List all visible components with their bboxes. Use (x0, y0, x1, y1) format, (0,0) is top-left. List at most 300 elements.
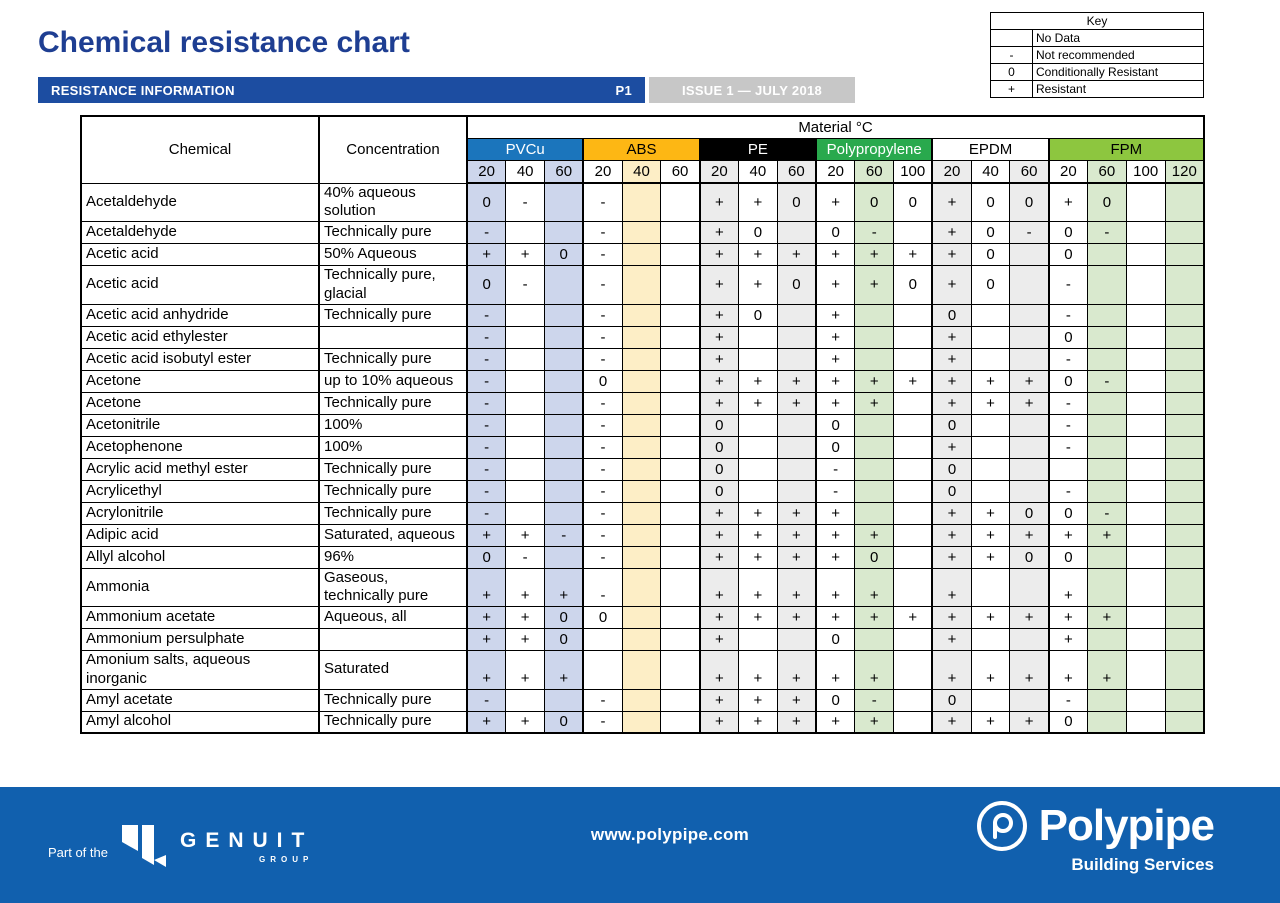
resistance-cell (1165, 414, 1204, 436)
resistance-cell: + (932, 266, 971, 305)
resistance-cell: - (1049, 436, 1088, 458)
resistance-cell (661, 414, 700, 436)
resistance-cell (971, 414, 1010, 436)
resistance-cell: + (971, 607, 1010, 629)
resistance-cell (622, 222, 661, 244)
table-row (81, 304, 1204, 326)
concentration-value: Technically pure (319, 304, 467, 326)
resistance-cell: - (583, 568, 622, 607)
material-group-header-fpm: FPM (1049, 138, 1204, 160)
resistance-cell: - (583, 502, 622, 524)
resistance-cell: 0 (467, 546, 506, 568)
resistance-cell: + (777, 244, 816, 266)
resistance-cell: 0 (545, 711, 584, 733)
resistance-cell: + (467, 629, 506, 651)
concentration-value: Technically pure (319, 222, 467, 244)
resistance-cell: 0 (932, 458, 971, 480)
resistance-cell (894, 222, 933, 244)
concentration-value: 100% (319, 436, 467, 458)
resistance-cell (855, 348, 894, 370)
resistance-cell (1126, 244, 1165, 266)
table-row (81, 414, 1204, 436)
resistance-cell: + (1088, 524, 1127, 546)
resistance-cell: + (777, 607, 816, 629)
resistance-cell: + (816, 183, 855, 222)
resistance-cell (622, 546, 661, 568)
key-table (990, 12, 1204, 98)
resistance-cell (622, 458, 661, 480)
resistance-information-bar (38, 77, 645, 103)
resistance-cell: + (545, 651, 584, 690)
resistance-cell (855, 304, 894, 326)
resistance-cell (894, 546, 933, 568)
resistance-cell: + (855, 370, 894, 392)
resistance-cell (1126, 524, 1165, 546)
resistance-cell: + (700, 326, 739, 348)
resistance-cell (661, 651, 700, 690)
resistance-cell: + (506, 607, 545, 629)
resistance-cell: + (855, 711, 894, 733)
resistance-cell (545, 502, 584, 524)
resistance-cell: + (506, 524, 545, 546)
resistance-cell: + (1049, 524, 1088, 546)
table-row (81, 458, 1204, 480)
resistance-cell: - (545, 524, 584, 546)
resistance-cell (661, 502, 700, 524)
resistance-cell (661, 183, 700, 222)
resistance-cell: 0 (894, 183, 933, 222)
resistance-cell: + (932, 348, 971, 370)
resistance-cell (506, 370, 545, 392)
resistance-cell (622, 607, 661, 629)
resistance-cell: + (777, 370, 816, 392)
temp-header: 60 (1010, 160, 1049, 183)
resistance-cell (971, 436, 1010, 458)
chemical-name: Acetaldehyde (81, 222, 319, 244)
resistance-cell (1165, 629, 1204, 651)
resistance-cell (1010, 480, 1049, 502)
resistance-cell (1126, 414, 1165, 436)
resistance-cell (738, 436, 777, 458)
resistance-cell (1126, 326, 1165, 348)
resistance-cell: + (1010, 392, 1049, 414)
resistance-cell (622, 183, 661, 222)
concentration-value: Gaseous, technically pure (319, 568, 467, 607)
resistance-cell: 0 (971, 266, 1010, 305)
resistance-cell: 0 (700, 480, 739, 502)
resistance-cell (622, 348, 661, 370)
temp-header: 40 (971, 160, 1010, 183)
resistance-cell: + (700, 546, 739, 568)
resistance-cell: + (700, 304, 739, 326)
resistance-cell: - (855, 222, 894, 244)
resistance-cell: + (777, 546, 816, 568)
resistance-cell: 0 (932, 414, 971, 436)
resistance-cell: + (467, 651, 506, 690)
resistance-cell (1126, 568, 1165, 607)
chemical-name: Ammonia (81, 568, 319, 607)
table-row (81, 524, 1204, 546)
resistance-cell (1010, 568, 1049, 607)
resistance-cell (1165, 546, 1204, 568)
resistance-cell (622, 370, 661, 392)
resistance-cell: - (583, 414, 622, 436)
resistance-cell: + (700, 244, 739, 266)
resistance-cell (1126, 546, 1165, 568)
resistance-cell: 0 (816, 689, 855, 711)
resistance-cell (894, 458, 933, 480)
resistance-cell: 0 (1010, 502, 1049, 524)
resistance-cell: - (583, 480, 622, 502)
chemical-name: Acetophenone (81, 436, 319, 458)
resistance-cell (1165, 392, 1204, 414)
resistance-cell (894, 304, 933, 326)
resistance-cell (971, 304, 1010, 326)
resistance-cell: + (932, 524, 971, 546)
table-row (81, 629, 1204, 651)
material-group-header-abs: ABS (583, 138, 699, 160)
resistance-cell (661, 689, 700, 711)
resistance-cell: + (506, 711, 545, 733)
resistance-cell (506, 689, 545, 711)
website-link[interactable]: www.polypipe.com (590, 825, 750, 844)
resistance-cell: + (467, 711, 506, 733)
chemical-name: Acetaldehyde (81, 183, 319, 222)
concentration-value: Technically pure (319, 502, 467, 524)
resistance-cell: 0 (816, 222, 855, 244)
resistance-cell: + (506, 629, 545, 651)
temp-header: 120 (1165, 160, 1204, 183)
resistance-cell: + (700, 568, 739, 607)
resistance-cell (1126, 607, 1165, 629)
concentration-value: Technically pure (319, 458, 467, 480)
resistance-cell: + (738, 568, 777, 607)
resistance-cell (661, 568, 700, 607)
resistance-cell (777, 304, 816, 326)
resistance-cell: 0 (855, 546, 894, 568)
resistance-cell (1165, 370, 1204, 392)
resistance-cell: + (855, 607, 894, 629)
genuit-mark-icon (120, 817, 172, 875)
resistance-cell: + (777, 651, 816, 690)
resistance-cell (545, 266, 584, 305)
resistance-cell (583, 629, 622, 651)
resistance-cell (738, 480, 777, 502)
resistance-cell (661, 546, 700, 568)
resistance-cell: - (467, 392, 506, 414)
key-title: Key (991, 13, 1204, 30)
resistance-cell (1165, 222, 1204, 244)
resistance-cell (1088, 458, 1127, 480)
concentration-value: 40% aqueous solution (319, 183, 467, 222)
resistance-cell (1049, 458, 1088, 480)
temp-header: 20 (467, 160, 506, 183)
resistance-cell: 0 (816, 414, 855, 436)
resistance-cell (777, 458, 816, 480)
resistance-cell: - (467, 326, 506, 348)
resistance-cell (661, 304, 700, 326)
resistance-cell (738, 326, 777, 348)
chemical-name: Amyl alcohol (81, 711, 319, 733)
chemical-name: Ammonium acetate (81, 607, 319, 629)
resistance-cell: + (816, 326, 855, 348)
resistance-cell: + (1049, 607, 1088, 629)
resistance-cell: - (583, 546, 622, 568)
key-meaning: Conditionally Resistant (1033, 64, 1204, 81)
resistance-cell: - (467, 436, 506, 458)
resistance-cell (1126, 183, 1165, 222)
resistance-cell (1126, 458, 1165, 480)
resistance-cell: + (932, 326, 971, 348)
resistance-cell: + (700, 392, 739, 414)
resistance-cell: - (583, 183, 622, 222)
resistance-cell (1165, 502, 1204, 524)
resistance-cell (1010, 326, 1049, 348)
resistance-cell (894, 326, 933, 348)
resistance-cell (506, 304, 545, 326)
resistance-cell: + (777, 689, 816, 711)
concentration-value: 50% Aqueous (319, 244, 467, 266)
resistance-cell: + (777, 568, 816, 607)
resistance-cell (738, 629, 777, 651)
temp-header: 100 (894, 160, 933, 183)
resistance-cell: + (932, 629, 971, 651)
resistance-cell (738, 414, 777, 436)
resistance-cell: + (738, 524, 777, 546)
temp-header: 20 (816, 160, 855, 183)
resistance-cell (855, 629, 894, 651)
resistance-cell: + (738, 651, 777, 690)
resistance-cell (1126, 651, 1165, 690)
resistance-cell: + (467, 244, 506, 266)
concentration-value: Technically pure (319, 480, 467, 502)
resistance-cell (1088, 414, 1127, 436)
resistance-cell: + (816, 546, 855, 568)
resistance-cell (661, 326, 700, 348)
resistance-cell (1165, 183, 1204, 222)
resistance-cell (1088, 568, 1127, 607)
chemical-name: Acetic acid (81, 244, 319, 266)
resistance-cell (1165, 244, 1204, 266)
polypipe-logo (975, 799, 1214, 875)
chemical-name: Acetonitrile (81, 414, 319, 436)
resistance-cell: + (700, 651, 739, 690)
resistance-cell: + (816, 244, 855, 266)
resistance-cell (1088, 480, 1127, 502)
resistance-cell: + (816, 348, 855, 370)
resistance-cell (545, 392, 584, 414)
resistance-cell: 0 (545, 607, 584, 629)
resistance-cell (894, 651, 933, 690)
resistance-cell: - (583, 689, 622, 711)
resistance-cell: 0 (545, 629, 584, 651)
resistance-cell: + (855, 392, 894, 414)
resistance-cell: + (738, 244, 777, 266)
key-row (991, 30, 1204, 47)
resistance-cell: - (467, 414, 506, 436)
chemical-name: Acrylonitrile (81, 502, 319, 524)
resistance-cell (661, 524, 700, 546)
temp-header: 100 (1126, 160, 1165, 183)
chemical-name: Acetic acid ethylester (81, 326, 319, 348)
temp-header: 40 (622, 160, 661, 183)
resistance-cell (1126, 304, 1165, 326)
resistance-cell (622, 651, 661, 690)
concentration-value: Technically pure (319, 392, 467, 414)
table-row (81, 326, 1204, 348)
temp-header: 60 (777, 160, 816, 183)
concentration-value: up to 10% aqueous (319, 370, 467, 392)
resistance-cell: 0 (583, 370, 622, 392)
table-row (81, 392, 1204, 414)
resistance-cell: + (700, 183, 739, 222)
resistance-cell (661, 480, 700, 502)
resistance-cell (777, 480, 816, 502)
resistance-cell (661, 436, 700, 458)
chemical-name: Acrylic acid methyl ester (81, 458, 319, 480)
resistance-cell: + (777, 711, 816, 733)
resistance-cell (1126, 370, 1165, 392)
resistance-cell: + (777, 524, 816, 546)
resistance-cell (855, 458, 894, 480)
concentration-value (319, 326, 467, 348)
resistance-cell: + (932, 607, 971, 629)
resistance-cell (622, 480, 661, 502)
resistance-cell (661, 392, 700, 414)
resistance-cell (506, 326, 545, 348)
resistance-cell: 0 (777, 183, 816, 222)
resistance-cell: + (777, 392, 816, 414)
concentration-column-header: Concentration (319, 116, 467, 183)
resistance-cell: + (1010, 370, 1049, 392)
resistance-cell: - (583, 436, 622, 458)
resistance-cell: + (816, 266, 855, 305)
resistance-cell: + (1010, 651, 1049, 690)
polypipe-mark-icon (975, 799, 1029, 853)
resistance-cell: - (467, 480, 506, 502)
resistance-cell: 0 (932, 304, 971, 326)
resistance-cell (894, 392, 933, 414)
resistance-cell (777, 629, 816, 651)
chemical-name: Acetone (81, 370, 319, 392)
resistance-cell: + (700, 266, 739, 305)
resistance-cell: + (971, 370, 1010, 392)
resistance-cell: + (932, 370, 971, 392)
resistance-cell (971, 326, 1010, 348)
resistance-cell: - (816, 458, 855, 480)
resistance-cell (738, 348, 777, 370)
resistance-cell (894, 348, 933, 370)
resistance-cell: + (467, 524, 506, 546)
resistance-cell (1126, 711, 1165, 733)
key-row (991, 64, 1204, 81)
resistance-cell: + (932, 651, 971, 690)
resistance-cell: + (1088, 607, 1127, 629)
resistance-cell: 0 (855, 183, 894, 222)
chemical-resistance-table (80, 115, 1205, 734)
resistance-cell: - (583, 326, 622, 348)
resistance-cell (622, 392, 661, 414)
key-meaning: Resistant (1033, 81, 1204, 98)
resistance-cell: 0 (894, 266, 933, 305)
resistance-cell: + (894, 244, 933, 266)
resistance-cell (894, 414, 933, 436)
resistance-cell (661, 244, 700, 266)
resistance-cell (777, 348, 816, 370)
resistance-cell: 0 (932, 689, 971, 711)
resistance-cell: 0 (1049, 326, 1088, 348)
resistance-cell (1165, 326, 1204, 348)
temp-header: 20 (583, 160, 622, 183)
resistance-cell: + (932, 546, 971, 568)
resistance-cell: 0 (971, 244, 1010, 266)
polypipe-wordmark: Polypipe (1038, 801, 1214, 850)
concentration-value: Saturated, aqueous (319, 524, 467, 546)
resistance-cell: - (506, 266, 545, 305)
key-row (991, 81, 1204, 98)
resistance-cell: + (545, 568, 584, 607)
resistance-cell (1088, 392, 1127, 414)
resistance-cell: - (583, 392, 622, 414)
resistance-cell (622, 629, 661, 651)
resistance-cell (1165, 436, 1204, 458)
resistance-cell (545, 480, 584, 502)
resistance-cell: + (738, 183, 777, 222)
resistance-cell (622, 502, 661, 524)
resistance-cell (622, 568, 661, 607)
resistance-cell (1010, 458, 1049, 480)
resistance-cell (1126, 629, 1165, 651)
resistance-cell (971, 629, 1010, 651)
resistance-cell: + (816, 502, 855, 524)
temp-header: 20 (1049, 160, 1088, 183)
resistance-cell (583, 651, 622, 690)
resistance-cell (545, 304, 584, 326)
resistance-cell: + (700, 222, 739, 244)
resistance-cell: 0 (583, 607, 622, 629)
resistance-cell (1088, 629, 1127, 651)
table-row (81, 689, 1204, 711)
resistance-cell (894, 480, 933, 502)
resistance-cell: + (738, 392, 777, 414)
table-row (81, 348, 1204, 370)
resistance-cell (777, 436, 816, 458)
resistance-cell: + (700, 689, 739, 711)
resistance-cell: + (700, 607, 739, 629)
resistance-cell (1165, 607, 1204, 629)
resistance-cell (661, 458, 700, 480)
chemical-name: Acetic acid isobutyl ester (81, 348, 319, 370)
resistance-cell (545, 458, 584, 480)
resistance-cell (1165, 266, 1204, 305)
resistance-cell: 0 (700, 436, 739, 458)
resistance-cell: - (1049, 266, 1088, 305)
temp-header: 60 (855, 160, 894, 183)
resistance-cell: + (467, 607, 506, 629)
resistance-cell: - (583, 348, 622, 370)
resistance-cell (855, 436, 894, 458)
table-row (81, 546, 1204, 568)
resistance-cell: + (1049, 568, 1088, 607)
resistance-cell: 0 (1049, 502, 1088, 524)
resistance-cell (1088, 304, 1127, 326)
resistance-cell: + (700, 348, 739, 370)
resistance-cell (622, 689, 661, 711)
resistance-cell: 0 (971, 222, 1010, 244)
resistance-cell: 0 (1049, 222, 1088, 244)
resistance-cell (622, 266, 661, 305)
resistance-cell (1165, 689, 1204, 711)
